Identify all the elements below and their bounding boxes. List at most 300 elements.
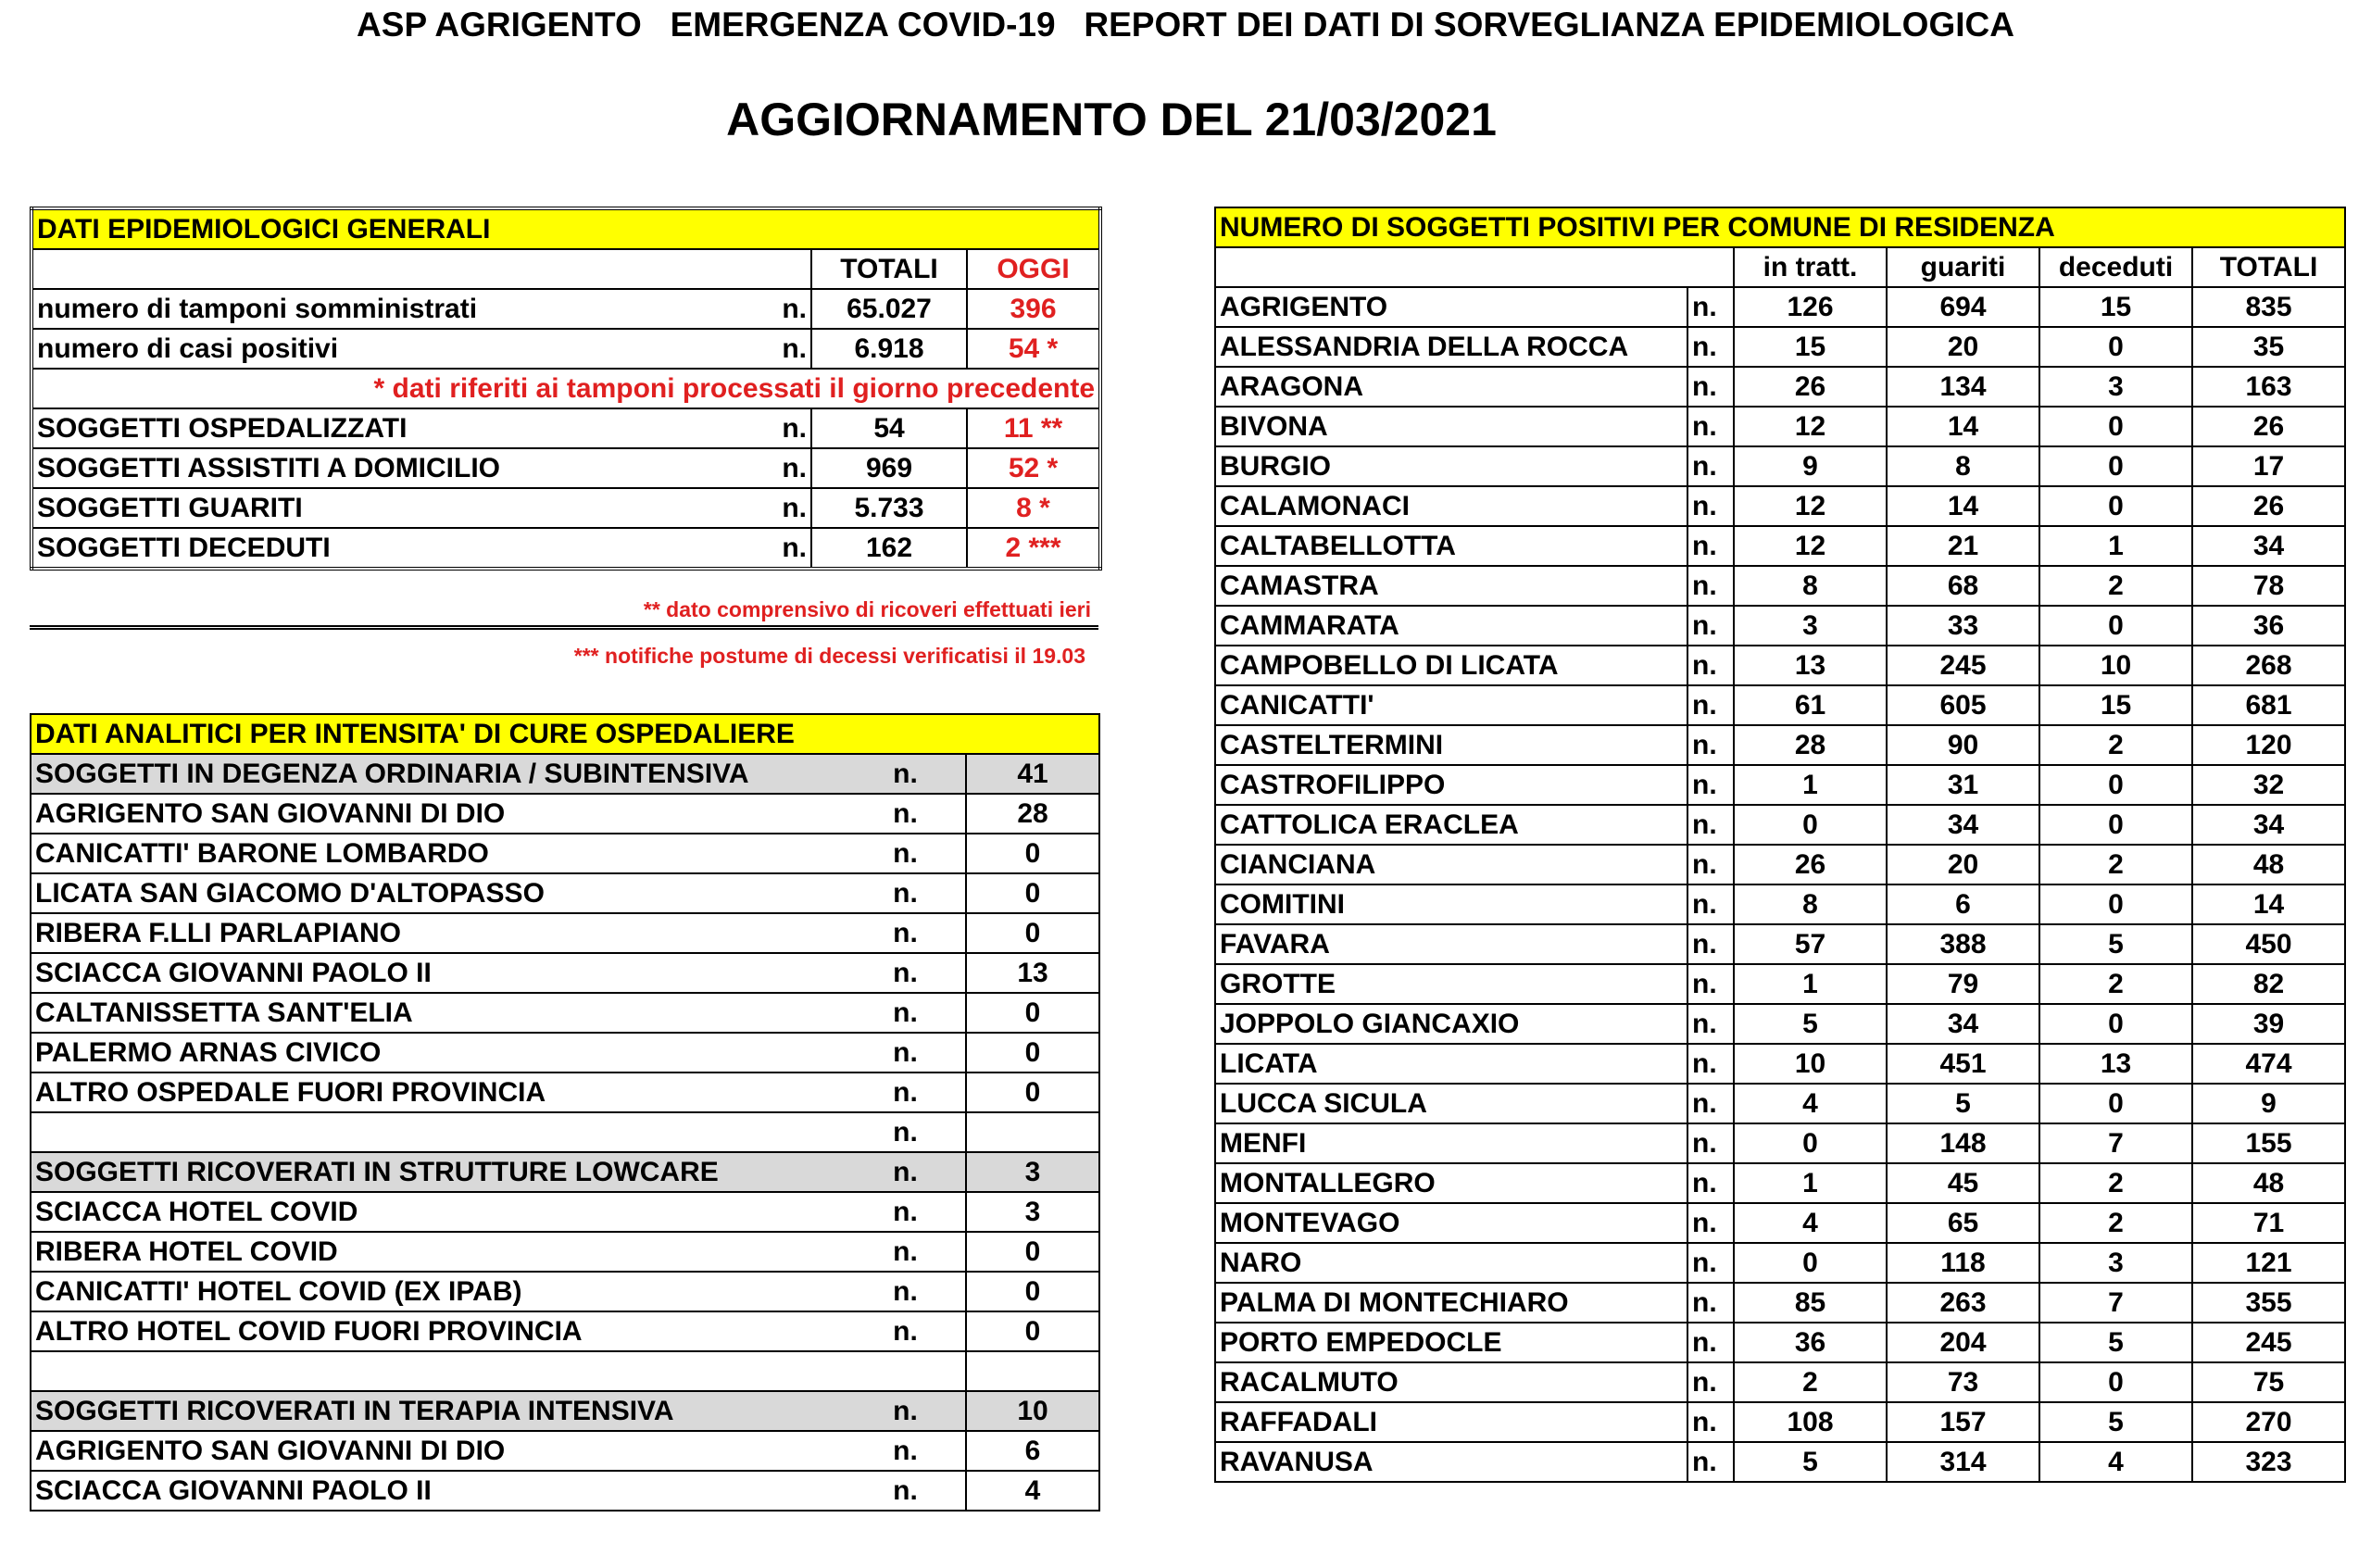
comune-value: 0: [2039, 1084, 2192, 1123]
comune-value: 0: [2039, 1362, 2192, 1402]
comune-value: 34: [1887, 1004, 2039, 1044]
comune-row: [1215, 765, 2345, 805]
comune-value: 85: [1734, 1283, 1887, 1323]
row-n: n.: [745, 488, 811, 528]
comune-name: MENFI: [1215, 1123, 1687, 1163]
hospital-value: [966, 1112, 1099, 1152]
comune-value: 121: [2192, 1243, 2345, 1283]
comune-value: 26: [1734, 367, 1887, 407]
hospital-row: [31, 953, 1099, 993]
comune-value: 0: [2039, 884, 2192, 924]
comune-value: 0: [2039, 805, 2192, 845]
comune-value: 14: [2192, 884, 2345, 924]
comune-name: CIANCIANA: [1215, 845, 1687, 884]
comune-n: n.: [1687, 685, 1734, 725]
comuni-col-header: deceduti: [2039, 247, 2192, 287]
hospital-label: [31, 1351, 846, 1391]
comune-name: ALESSANDRIA DELLA ROCCA: [1215, 327, 1687, 367]
hospital-n: n.: [846, 1112, 966, 1152]
comune-name: CASTELTERMINI: [1215, 725, 1687, 765]
comune-row: [1215, 845, 2345, 884]
comune-value: 7: [2039, 1123, 2192, 1163]
comune-value: 10: [2039, 646, 2192, 685]
hospital-label: LICATA SAN GIACOMO D'ALTOPASSO: [31, 873, 846, 913]
comune-value: 355: [2192, 1283, 2345, 1323]
hospital-value: 0: [966, 1311, 1099, 1351]
comune-n: n.: [1687, 1362, 1734, 1402]
comune-n: n.: [1687, 287, 1734, 327]
row-totali: 5.733: [811, 488, 967, 528]
hospital-n: [846, 1351, 966, 1391]
comune-value: 0: [2039, 1004, 2192, 1044]
comune-value: 15: [1734, 327, 1887, 367]
general-data-title: DATI EPIDEMIOLOGICI GENERALI: [31, 208, 1100, 249]
comune-value: 605: [1887, 685, 2039, 725]
comune-value: 10: [1734, 1044, 1887, 1084]
comune-value: 0: [2039, 446, 2192, 486]
hospital-row: [31, 993, 1099, 1033]
comune-value: 73: [1887, 1362, 2039, 1402]
hospital-n: n.: [846, 1033, 966, 1073]
comune-row: [1215, 1402, 2345, 1442]
hospital-label: AGRIGENTO SAN GIOVANNI DI DIO: [31, 794, 846, 834]
comune-value: 15: [2039, 685, 2192, 725]
comune-value: 31: [1887, 765, 2039, 805]
comune-value: 32: [2192, 765, 2345, 805]
hospital-label: RIBERA F.LLI PARLAPIANO: [31, 913, 846, 953]
comune-value: 0: [1734, 1243, 1887, 1283]
report-date-title: AGGIORNAMENTO DEL 21/03/2021: [726, 94, 1497, 145]
hospital-row: [31, 1391, 1099, 1431]
comune-value: 9: [2192, 1084, 2345, 1123]
comune-value: 2: [2039, 1163, 2192, 1203]
comune-name: RAVANUSA: [1215, 1442, 1687, 1482]
comune-n: n.: [1687, 446, 1734, 486]
hospital-label: SCIACCA GIOVANNI PAOLO II: [31, 953, 846, 993]
hospital-n: n.: [846, 1152, 966, 1192]
hospital-row: [31, 834, 1099, 873]
comune-row: [1215, 924, 2345, 964]
hospital-label: SOGGETTI RICOVERATI IN STRUTTURE LOWCARE: [31, 1152, 846, 1192]
comune-n: n.: [1687, 566, 1734, 606]
hospital-label: AGRIGENTO SAN GIOVANNI DI DIO: [31, 1431, 846, 1471]
comune-value: 26: [1734, 845, 1887, 884]
comune-n: n.: [1687, 526, 1734, 566]
comune-value: 2: [2039, 845, 2192, 884]
comune-value: 681: [2192, 685, 2345, 725]
row-label: SOGGETTI DECEDUTI: [31, 528, 745, 569]
col-oggi: OGGI: [967, 249, 1100, 289]
comune-value: 14: [1887, 407, 2039, 446]
row-totali: 54: [811, 408, 967, 448]
comune-row: [1215, 367, 2345, 407]
comune-name: AGRIGENTO: [1215, 287, 1687, 327]
comune-value: 34: [2192, 805, 2345, 845]
comune-name: CAMMARATA: [1215, 606, 1687, 646]
comune-value: 134: [1887, 367, 2039, 407]
hospital-value: 0: [966, 1232, 1099, 1272]
row-label: numero di tamponi somministrati: [31, 289, 745, 329]
general-data-table: [30, 207, 1102, 571]
comune-name: CAMPOBELLO DI LICATA: [1215, 646, 1687, 685]
comune-row: [1215, 1044, 2345, 1084]
hospital-n: n.: [846, 1073, 966, 1112]
hospital-n: n.: [846, 873, 966, 913]
hospital-value: 6: [966, 1431, 1099, 1471]
comune-row: [1215, 805, 2345, 845]
comune-value: 204: [1887, 1323, 2039, 1362]
comune-n: n.: [1687, 1163, 1734, 1203]
comune-value: 2: [2039, 1203, 2192, 1243]
comune-n: n.: [1687, 1203, 1734, 1243]
hospital-row: [31, 873, 1099, 913]
comune-n: n.: [1687, 367, 1734, 407]
comune-value: 12: [1734, 407, 1887, 446]
comune-value: 1: [2039, 526, 2192, 566]
hospital-label: SOGGETTI IN DEGENZA ORDINARIA / SUBINTENSIVA: [31, 754, 846, 794]
row-n: n.: [745, 448, 811, 488]
hospital-row: [31, 1311, 1099, 1351]
general-row: [31, 488, 1100, 528]
hospital-n: n.: [846, 1391, 966, 1431]
row-totali: 969: [811, 448, 967, 488]
general-row: [31, 448, 1100, 488]
comune-value: 120: [2192, 725, 2345, 765]
comune-value: 155: [2192, 1123, 2345, 1163]
comune-name: BURGIO: [1215, 446, 1687, 486]
comune-value: 388: [1887, 924, 2039, 964]
hospital-n: n.: [846, 1192, 966, 1232]
comune-row: [1215, 1442, 2345, 1482]
row-n: n.: [745, 289, 811, 329]
row-label: SOGGETTI ASSISTITI A DOMICILIO: [31, 448, 745, 488]
hospital-value: 0: [966, 1033, 1099, 1073]
comune-name: PALMA DI MONTECHIARO: [1215, 1283, 1687, 1323]
footnote-row: * dati riferiti ai tamponi processati il giorno precedente: [31, 369, 1100, 408]
comune-row: [1215, 287, 2345, 327]
comune-name: CALAMONACI: [1215, 486, 1687, 526]
comune-value: 20: [1887, 327, 2039, 367]
comune-value: 9: [1734, 446, 1887, 486]
comune-name: ARAGONA: [1215, 367, 1687, 407]
comune-row: [1215, 685, 2345, 725]
note-decessi: *** notifiche postume di decessi verificatisi il 19.03: [573, 644, 1085, 668]
hospital-data-title: DATI ANALITICI PER INTENSITA' DI CURE OSPEDALIERE: [31, 714, 1099, 754]
comuni-title: NUMERO DI SOGGETTI POSITIVI PER COMUNE DI RESIDENZA: [1215, 207, 2345, 247]
comune-name: GROTTE: [1215, 964, 1687, 1004]
comune-value: 79: [1887, 964, 2039, 1004]
comuni-table: [1214, 207, 2346, 1483]
hospital-row: [31, 1033, 1099, 1073]
comuni-col-header: guariti: [1887, 247, 2039, 287]
comune-n: n.: [1687, 1402, 1734, 1442]
comune-value: 48: [2192, 1163, 2345, 1203]
comune-value: 3: [1734, 606, 1887, 646]
comune-value: 61: [1734, 685, 1887, 725]
hospital-value: 10: [966, 1391, 1099, 1431]
comune-name: RAFFADALI: [1215, 1402, 1687, 1442]
hospital-value: 0: [966, 1272, 1099, 1311]
hospital-row: [31, 1431, 1099, 1471]
hospital-label: PALERMO ARNAS CIVICO: [31, 1033, 846, 1073]
hospital-label: ALTRO OSPEDALE FUORI PROVINCIA: [31, 1073, 846, 1112]
comune-value: 126: [1734, 287, 1887, 327]
hospital-n: n.: [846, 754, 966, 794]
comune-value: 3: [2039, 367, 2192, 407]
comune-name: FAVARA: [1215, 924, 1687, 964]
comune-value: 5: [2039, 1323, 2192, 1362]
comune-value: 12: [1734, 526, 1887, 566]
hospital-n: n.: [846, 834, 966, 873]
comune-value: 13: [1734, 646, 1887, 685]
comune-name: NARO: [1215, 1243, 1687, 1283]
hospital-row: [31, 1112, 1099, 1152]
comune-value: 5: [1734, 1442, 1887, 1482]
hospital-row: [31, 913, 1099, 953]
comune-n: n.: [1687, 606, 1734, 646]
row-oggi: 11 **: [967, 408, 1100, 448]
comune-row: [1215, 725, 2345, 765]
comune-value: 78: [2192, 566, 2345, 606]
comune-value: 314: [1887, 1442, 2039, 1482]
comune-name: CASTROFILIPPO: [1215, 765, 1687, 805]
comune-name: RACALMUTO: [1215, 1362, 1687, 1402]
comune-value: 6: [1887, 884, 2039, 924]
comuni-col-header: in tratt.: [1734, 247, 1887, 287]
hospital-row: [31, 1073, 1099, 1112]
comune-n: n.: [1687, 884, 1734, 924]
comune-value: 45: [1887, 1163, 2039, 1203]
row-oggi: 8 *: [967, 488, 1100, 528]
hospital-label: CANICATTI' BARONE LOMBARDO: [31, 834, 846, 873]
comune-name: BIVONA: [1215, 407, 1687, 446]
comune-n: n.: [1687, 845, 1734, 884]
hospital-value: 0: [966, 913, 1099, 953]
comune-value: 0: [2039, 606, 2192, 646]
hospital-label: ALTRO HOTEL COVID FUORI PROVINCIA: [31, 1311, 846, 1351]
hospital-row: [31, 794, 1099, 834]
comune-row: [1215, 1243, 2345, 1283]
comune-value: 14: [1887, 486, 2039, 526]
comune-value: 1: [1734, 964, 1887, 1004]
comune-n: n.: [1687, 1243, 1734, 1283]
comune-name: CAMASTRA: [1215, 566, 1687, 606]
row-oggi: 54 *: [967, 329, 1100, 369]
hospital-value: [966, 1351, 1099, 1391]
comune-row: [1215, 526, 2345, 566]
comune-value: 26: [2192, 486, 2345, 526]
row-oggi: 52 *: [967, 448, 1100, 488]
comune-value: 5: [2039, 924, 2192, 964]
comune-value: 157: [1887, 1402, 2039, 1442]
comune-value: 39: [2192, 1004, 2345, 1044]
row-oggi: 2 ***: [967, 528, 1100, 569]
comune-value: 268: [2192, 646, 2345, 685]
comune-n: n.: [1687, 1283, 1734, 1323]
col-totali: TOTALI: [811, 249, 967, 289]
comune-name: LUCCA SICULA: [1215, 1084, 1687, 1123]
row-oggi: 396: [967, 289, 1100, 329]
comune-value: 451: [1887, 1044, 2039, 1084]
general-row: [31, 528, 1100, 569]
comune-value: 8: [1734, 566, 1887, 606]
comune-value: 82: [2192, 964, 2345, 1004]
hospital-value: 3: [966, 1152, 1099, 1192]
comune-n: n.: [1687, 1044, 1734, 1084]
comune-value: 7: [2039, 1283, 2192, 1323]
comune-n: n.: [1687, 1323, 1734, 1362]
comune-n: n.: [1687, 725, 1734, 765]
comune-n: n.: [1687, 765, 1734, 805]
comune-name: LICATA: [1215, 1044, 1687, 1084]
hospital-n: n.: [846, 1272, 966, 1311]
comune-row: [1215, 407, 2345, 446]
comune-name: CATTOLICA ERACLEA: [1215, 805, 1687, 845]
comune-value: 0: [1734, 1123, 1887, 1163]
comune-value: 245: [2192, 1323, 2345, 1362]
hospital-n: n.: [846, 1311, 966, 1351]
hospital-value: 0: [966, 1073, 1099, 1112]
comune-value: 13: [2039, 1044, 2192, 1084]
comune-row: [1215, 1163, 2345, 1203]
comune-value: 15: [2039, 287, 2192, 327]
comune-value: 12: [1734, 486, 1887, 526]
comune-row: [1215, 884, 2345, 924]
comune-name: MONTALLEGRO: [1215, 1163, 1687, 1203]
hospital-n: n.: [846, 794, 966, 834]
comune-value: 694: [1887, 287, 2039, 327]
row-label: SOGGETTI OSPEDALIZZATI: [31, 408, 745, 448]
comune-row: [1215, 1323, 2345, 1362]
comune-value: 5: [2039, 1402, 2192, 1442]
hospital-row: [31, 1232, 1099, 1272]
comune-n: n.: [1687, 486, 1734, 526]
general-row: [31, 408, 1100, 448]
hospital-label: SCIACCA HOTEL COVID: [31, 1192, 846, 1232]
comune-name: PORTO EMPEDOCLE: [1215, 1323, 1687, 1362]
comune-value: 57: [1734, 924, 1887, 964]
row-totali: 6.918: [811, 329, 967, 369]
comune-n: n.: [1687, 1004, 1734, 1044]
comune-value: 0: [2039, 327, 2192, 367]
comuni-col-header: TOTALI: [2192, 247, 2345, 287]
comune-value: 323: [2192, 1442, 2345, 1482]
comune-row: [1215, 606, 2345, 646]
comune-row: [1215, 446, 2345, 486]
comune-name: JOPPOLO GIANCAXIO: [1215, 1004, 1687, 1044]
comune-n: n.: [1687, 1084, 1734, 1123]
comune-value: 835: [2192, 287, 2345, 327]
comune-value: 71: [2192, 1203, 2345, 1243]
comune-row: [1215, 566, 2345, 606]
comune-value: 0: [2039, 765, 2192, 805]
comune-value: 21: [1887, 526, 2039, 566]
hospital-value: 0: [966, 873, 1099, 913]
hospital-n: n.: [846, 1431, 966, 1471]
comune-value: 0: [1734, 805, 1887, 845]
comune-value: 68: [1887, 566, 2039, 606]
comune-value: 4: [1734, 1084, 1887, 1123]
comune-name: CALTABELLOTTA: [1215, 526, 1687, 566]
comune-value: 8: [1887, 446, 2039, 486]
comune-n: n.: [1687, 646, 1734, 685]
comune-value: 20: [1887, 845, 2039, 884]
comune-row: [1215, 1283, 2345, 1323]
hospital-row: [31, 754, 1099, 794]
comune-value: 263: [1887, 1283, 2039, 1323]
comune-value: 34: [2192, 526, 2345, 566]
comune-value: 1: [1734, 765, 1887, 805]
comune-value: 1: [1734, 1163, 1887, 1203]
row-label: numero di casi positivi: [31, 329, 745, 369]
comune-row: [1215, 1362, 2345, 1402]
hospital-n: n.: [846, 1232, 966, 1272]
comune-value: 5: [1734, 1004, 1887, 1044]
hospital-value: 28: [966, 794, 1099, 834]
comune-n: n.: [1687, 407, 1734, 446]
hospital-n: n.: [846, 1471, 966, 1511]
row-n: n.: [745, 408, 811, 448]
comune-row: [1215, 646, 2345, 685]
comune-value: 450: [2192, 924, 2345, 964]
comune-n: n.: [1687, 964, 1734, 1004]
comune-value: 8: [1734, 884, 1887, 924]
comune-value: 34: [1887, 805, 2039, 845]
row-totali: 162: [811, 528, 967, 569]
comune-value: 36: [1734, 1323, 1887, 1362]
hospital-row: [31, 1272, 1099, 1311]
hospital-value: 4: [966, 1471, 1099, 1511]
hospital-row: [31, 1152, 1099, 1192]
hospital-label: CALTANISSETTA SANT'ELIA: [31, 993, 846, 1033]
comune-row: [1215, 1123, 2345, 1163]
general-row: [31, 289, 1100, 329]
report-header: ASP AGRIGENTO EMERGENZA COVID-19 REPORT DEI DATI DI SORVEGLIANZA EPIDEMIOLOGICA: [357, 6, 2014, 44]
comune-value: 75: [2192, 1362, 2345, 1402]
comune-value: 28: [1734, 725, 1887, 765]
comune-value: 245: [1887, 646, 2039, 685]
comune-value: 2: [2039, 964, 2192, 1004]
comune-value: 118: [1887, 1243, 2039, 1283]
row-totali: 65.027: [811, 289, 967, 329]
comune-n: n.: [1687, 805, 1734, 845]
comune-row: [1215, 486, 2345, 526]
comune-value: 148: [1887, 1123, 2039, 1163]
hospital-row: [31, 1471, 1099, 1511]
general-row: [31, 329, 1100, 369]
comune-value: 5: [1887, 1084, 2039, 1123]
divider: [30, 625, 1098, 630]
hospital-label: CANICATTI' HOTEL COVID (EX IPAB): [31, 1272, 846, 1311]
comune-value: 0: [2039, 407, 2192, 446]
comune-value: 4: [1734, 1203, 1887, 1243]
comune-value: 270: [2192, 1402, 2345, 1442]
comune-name: MONTEVAGO: [1215, 1203, 1687, 1243]
hospital-n: n.: [846, 953, 966, 993]
row-label: SOGGETTI GUARITI: [31, 488, 745, 528]
comune-value: 48: [2192, 845, 2345, 884]
comune-value: 0: [2039, 486, 2192, 526]
hospital-value: 0: [966, 834, 1099, 873]
comune-n: n.: [1687, 1123, 1734, 1163]
comune-value: 2: [2039, 725, 2192, 765]
row-n: n.: [745, 329, 811, 369]
hospital-label: RIBERA HOTEL COVID: [31, 1232, 846, 1272]
comune-row: [1215, 1203, 2345, 1243]
comune-value: 163: [2192, 367, 2345, 407]
comune-n: n.: [1687, 924, 1734, 964]
comune-value: 36: [2192, 606, 2345, 646]
